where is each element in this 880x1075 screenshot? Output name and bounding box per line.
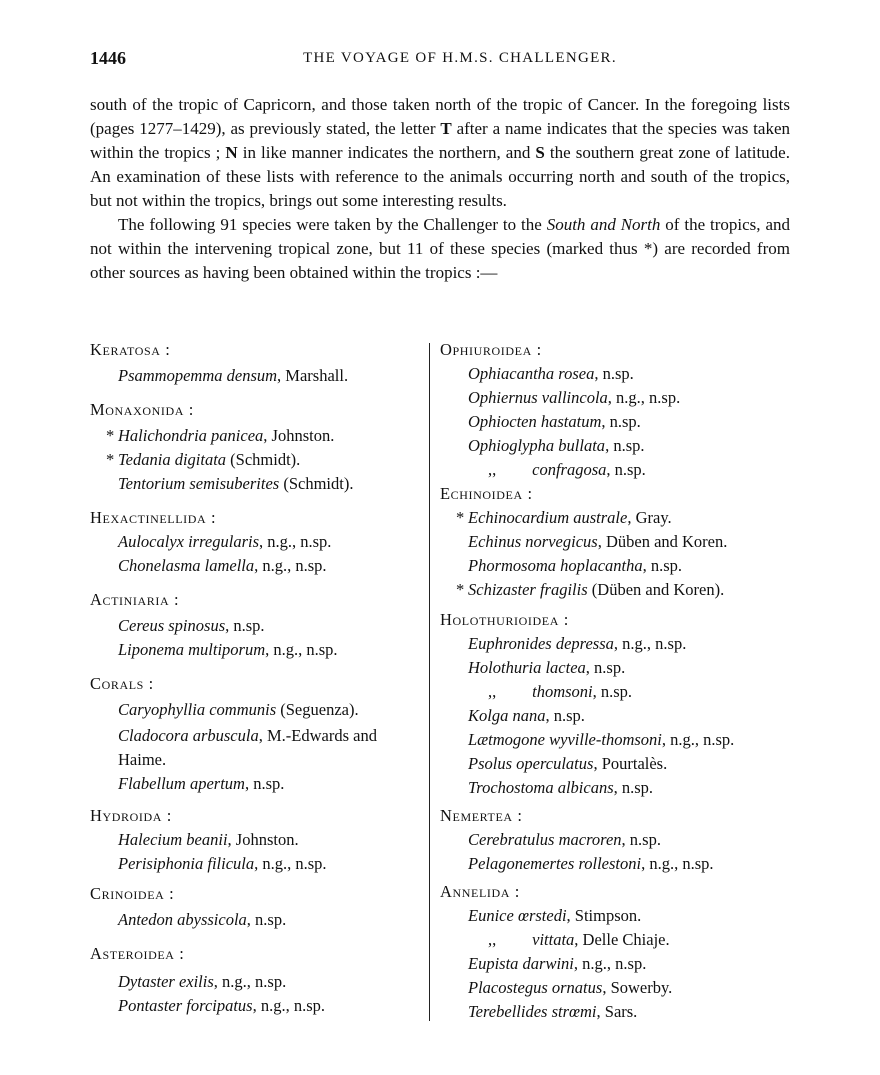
species-entry — [468, 556, 682, 576]
genus-name: Cerebratulus — [468, 830, 555, 849]
column-divider — [429, 343, 430, 1021]
species-name: spinosus — [168, 616, 226, 635]
species-name: wyville-thomsoni — [549, 730, 662, 749]
species-name: rosea — [558, 364, 595, 383]
species-entry — [468, 658, 625, 678]
genus-name: Holothuria — [468, 658, 542, 677]
species-entry — [118, 366, 348, 386]
species-entry — [468, 854, 714, 874]
genus-name: Halichondria — [118, 426, 207, 445]
species-name: semisuberites — [189, 474, 280, 493]
genus-name: Terebellides — [468, 1002, 548, 1021]
genus-name: Aulocalyx — [118, 532, 184, 551]
species-entry — [106, 450, 301, 470]
authority: , Düben and Koren. — [597, 532, 728, 551]
genus-name: Pelagonemertes — [468, 854, 575, 873]
species-name: hoplacantha — [560, 556, 643, 575]
tropics-marker: * — [456, 508, 465, 527]
genus-name: Caryophyllia — [118, 700, 206, 719]
species-entry — [468, 436, 644, 456]
species-entry — [468, 1002, 637, 1022]
species-name: rollestoni — [578, 854, 642, 873]
authority: (Seguenza). — [276, 700, 359, 719]
species-name: albicans — [557, 778, 614, 797]
genus-name: Eunice — [468, 906, 514, 925]
species-name: norvegicus — [525, 532, 598, 551]
group-title: Asteroidea : — [90, 944, 185, 963]
authority: , Marshall. — [277, 366, 349, 385]
authority: , n.sp. — [605, 436, 645, 455]
species-entry — [468, 730, 734, 750]
species-entry — [468, 634, 686, 654]
authority: , n.sp. — [592, 682, 633, 701]
genus-name: Phormosoma — [468, 556, 557, 575]
authority: (Düben and Koren). — [587, 580, 725, 599]
letter-n: N — [225, 143, 238, 162]
species-entry — [118, 616, 265, 636]
tropics-marker: * — [106, 426, 115, 445]
group-title: Nemertea : — [440, 806, 523, 825]
authority: , Sowerby. — [602, 978, 673, 997]
authority: , n.g., n.sp. — [254, 556, 327, 575]
species-entry — [468, 830, 661, 850]
species-entry — [118, 700, 359, 720]
authority: , n.sp. — [606, 460, 646, 479]
authority: , n.sp. — [601, 412, 641, 431]
page-header — [90, 48, 790, 74]
genus-name: Ophiacantha — [468, 364, 555, 383]
group-title: Monaxonida : — [90, 400, 194, 419]
species-name: nana — [512, 706, 546, 725]
species-name: apertum — [189, 774, 245, 793]
emphasis-south-north: South and North — [546, 215, 661, 234]
species-name: arbuscula — [192, 726, 259, 745]
genus-name: Schizaster — [468, 580, 536, 599]
species-entry — [118, 640, 338, 660]
species-entry — [468, 364, 634, 384]
species-name: depressa — [555, 634, 614, 653]
genus-name: Ophiocten — [468, 412, 537, 431]
genus-name: Dytaster — [118, 972, 175, 991]
species-entry — [468, 906, 641, 926]
species-name: thomsoni — [532, 682, 593, 701]
species-entry — [118, 830, 299, 850]
species-entry — [118, 854, 327, 874]
tropics-marker: * — [106, 450, 115, 469]
species-name: strœmi — [551, 1002, 597, 1021]
species-name: forcipatus — [186, 996, 253, 1015]
genus-name: Flabellum — [118, 774, 186, 793]
authority: (Schmidt). — [279, 474, 354, 493]
group-title: Hexactinellida : — [90, 508, 217, 527]
group-title: Hydroida : — [90, 806, 172, 825]
body-text — [90, 93, 790, 285]
genus-name: Antedon — [118, 910, 173, 929]
species-name: operculatus — [516, 754, 594, 773]
species-name: vallincola — [541, 388, 608, 407]
group-title: Ophiuroidea : — [440, 340, 542, 359]
authority: , M.-Edwards and Haime. — [118, 726, 377, 769]
authority: , Stimpson. — [566, 906, 642, 925]
species-name: densum — [226, 366, 278, 385]
authority: , n.g., n.sp. — [661, 730, 735, 749]
genus-name: Placostegus — [468, 978, 548, 997]
genus-name: Psammopemma — [118, 366, 223, 385]
species-entry — [118, 996, 325, 1016]
species-entry — [468, 460, 646, 480]
species-entry — [118, 774, 284, 794]
authority: , n.g., n.sp. — [607, 388, 681, 407]
species-entry — [456, 580, 725, 600]
authority: , n.g., n.sp. — [254, 854, 327, 873]
authority: , Johnston. — [227, 830, 299, 849]
species-name: confragosa — [532, 460, 607, 479]
letter-s: S — [535, 143, 545, 162]
genus-name: Tentorium — [118, 474, 186, 493]
species-name: multiporum — [188, 640, 266, 659]
genus-name: Lætmogone — [468, 730, 546, 749]
paragraph-2: The following 91 species were taken by the Challenger to the South and North of the tropics, and not within the intervening tropical zone, but 11 of these species (marked thus *) are recorded from other sources as having been obtained within the tropics :— — [90, 215, 790, 282]
species-entry — [468, 778, 653, 798]
authority: , n.sp. — [594, 364, 634, 383]
species-entry — [468, 532, 727, 552]
species-entry — [118, 972, 286, 992]
species-name: communis — [209, 700, 277, 719]
genus-name: Echinocardium — [468, 508, 570, 527]
genus-name: Tedania — [118, 450, 171, 469]
authority: , Gray. — [627, 508, 672, 527]
authority: , n.g., n.sp. — [641, 854, 714, 873]
species-name: œrstedi — [517, 906, 567, 925]
species-name: australe — [573, 508, 628, 527]
species-name: macroren — [558, 830, 622, 849]
authority: , n.sp. — [545, 706, 585, 725]
species-entry — [118, 724, 418, 772]
species-name: abyssicola — [177, 910, 247, 929]
genus-name: Euphronides — [468, 634, 552, 653]
authority: , n.sp. — [244, 774, 285, 793]
genus-name: Pontaster — [118, 996, 183, 1015]
species-entry — [118, 474, 353, 494]
group-title: Annelida : — [440, 882, 520, 901]
authority: , Johnston. — [263, 426, 335, 445]
authority: , n.g., n.sp. — [613, 634, 687, 653]
species-name: bullata — [558, 436, 606, 455]
authority: , n.g., n.sp. — [259, 532, 332, 551]
authority: , n.sp. — [642, 556, 683, 575]
species-name: exilis — [178, 972, 214, 991]
species-entry — [118, 556, 327, 576]
genus-name: Kolga — [468, 706, 509, 725]
authority: , Sars. — [596, 1002, 638, 1021]
authority: , n.sp. — [246, 910, 287, 929]
species-name: filicula — [207, 854, 255, 873]
authority: (Schmidt). — [226, 450, 301, 469]
tropics-marker: * — [456, 580, 465, 599]
authority: , n.g., n.sp. — [252, 996, 326, 1015]
authority: , n.g., n.sp. — [573, 954, 647, 973]
species-entry — [468, 978, 672, 998]
genus-name: Perisiphonia — [118, 854, 204, 873]
group-title: Corals : — [90, 674, 154, 693]
species-name: beanii — [186, 830, 228, 849]
group-title: Crinoidea : — [90, 884, 175, 903]
genus-name: Echinus — [468, 532, 522, 551]
authority: , Delle Chiaje. — [574, 930, 670, 949]
species-name: irregularis — [188, 532, 259, 551]
species-name: hastatum — [540, 412, 602, 431]
page-number: 1446 — [90, 48, 126, 68]
species-name: darwini — [522, 954, 574, 973]
running-head-title: THE VOYAGE OF H.M.S. CHALLENGER. — [303, 50, 617, 66]
authority: , n.sp. — [585, 658, 626, 677]
species-name: ornatus — [551, 978, 603, 997]
genus-name: Halecium — [118, 830, 183, 849]
species-entry — [468, 706, 585, 726]
species-name: vittata — [532, 930, 575, 949]
genus-name: Cladocora — [118, 726, 189, 745]
group-title: Actiniaria : — [90, 590, 180, 609]
species-name: panicea — [211, 426, 264, 445]
genus-name: Chonelasma — [118, 556, 201, 575]
species-entry — [106, 426, 335, 446]
genus-name: Eupista — [468, 954, 519, 973]
letter-t: T — [440, 119, 452, 138]
species-entry — [468, 682, 632, 702]
species-entry — [118, 910, 286, 930]
species-entry — [468, 954, 646, 974]
species-entry — [118, 532, 331, 552]
genus-name: Cereus — [118, 616, 165, 635]
genus-name: Liponema — [118, 640, 184, 659]
ditto-mark: ,, — [488, 930, 497, 949]
species-entry — [468, 388, 680, 408]
genus-name: Trochostoma — [468, 778, 554, 797]
species-name: lamella — [204, 556, 255, 575]
genus-name: Ophiernus — [468, 388, 538, 407]
genus-name: Ophioglypha — [468, 436, 555, 455]
species-name: digitata — [174, 450, 227, 469]
group-title: Holothurioidea : — [440, 610, 569, 629]
species-entry — [468, 412, 641, 432]
group-title: Echinoidea : — [440, 484, 533, 503]
ditto-mark: ,, — [488, 682, 497, 701]
authority: , n.sp. — [621, 830, 661, 849]
authority: , Pourtalès. — [593, 754, 668, 773]
ditto-mark: ,, — [488, 460, 497, 479]
paragraph-1: south of the tropic of Capricorn, and those taken north of the tropic of Cancer. In the foregoing lists (pages 1277–1429), as previously stated, the letter T after a name indicates that the species was taken within the tropics ; N in like manner indicates the northern, and S the southern great zone of latitude. An examination of these lists with reference to the animals occurring north and south of the tropics, but not within the tropics, brings out some interesting results. — [90, 95, 790, 210]
species-name: lactea — [545, 658, 586, 677]
authority: , n.g., n.sp. — [265, 640, 338, 659]
group-title: Keratosa : — [90, 340, 171, 359]
species-entry — [468, 754, 667, 774]
species-name: fragilis — [539, 580, 588, 599]
authority: , n.g., n.sp. — [213, 972, 287, 991]
authority: , n.sp. — [225, 616, 265, 635]
genus-name: Psolus — [468, 754, 513, 773]
species-entry — [468, 930, 670, 950]
species-entry — [456, 508, 672, 528]
authority: , n.sp. — [613, 778, 654, 797]
